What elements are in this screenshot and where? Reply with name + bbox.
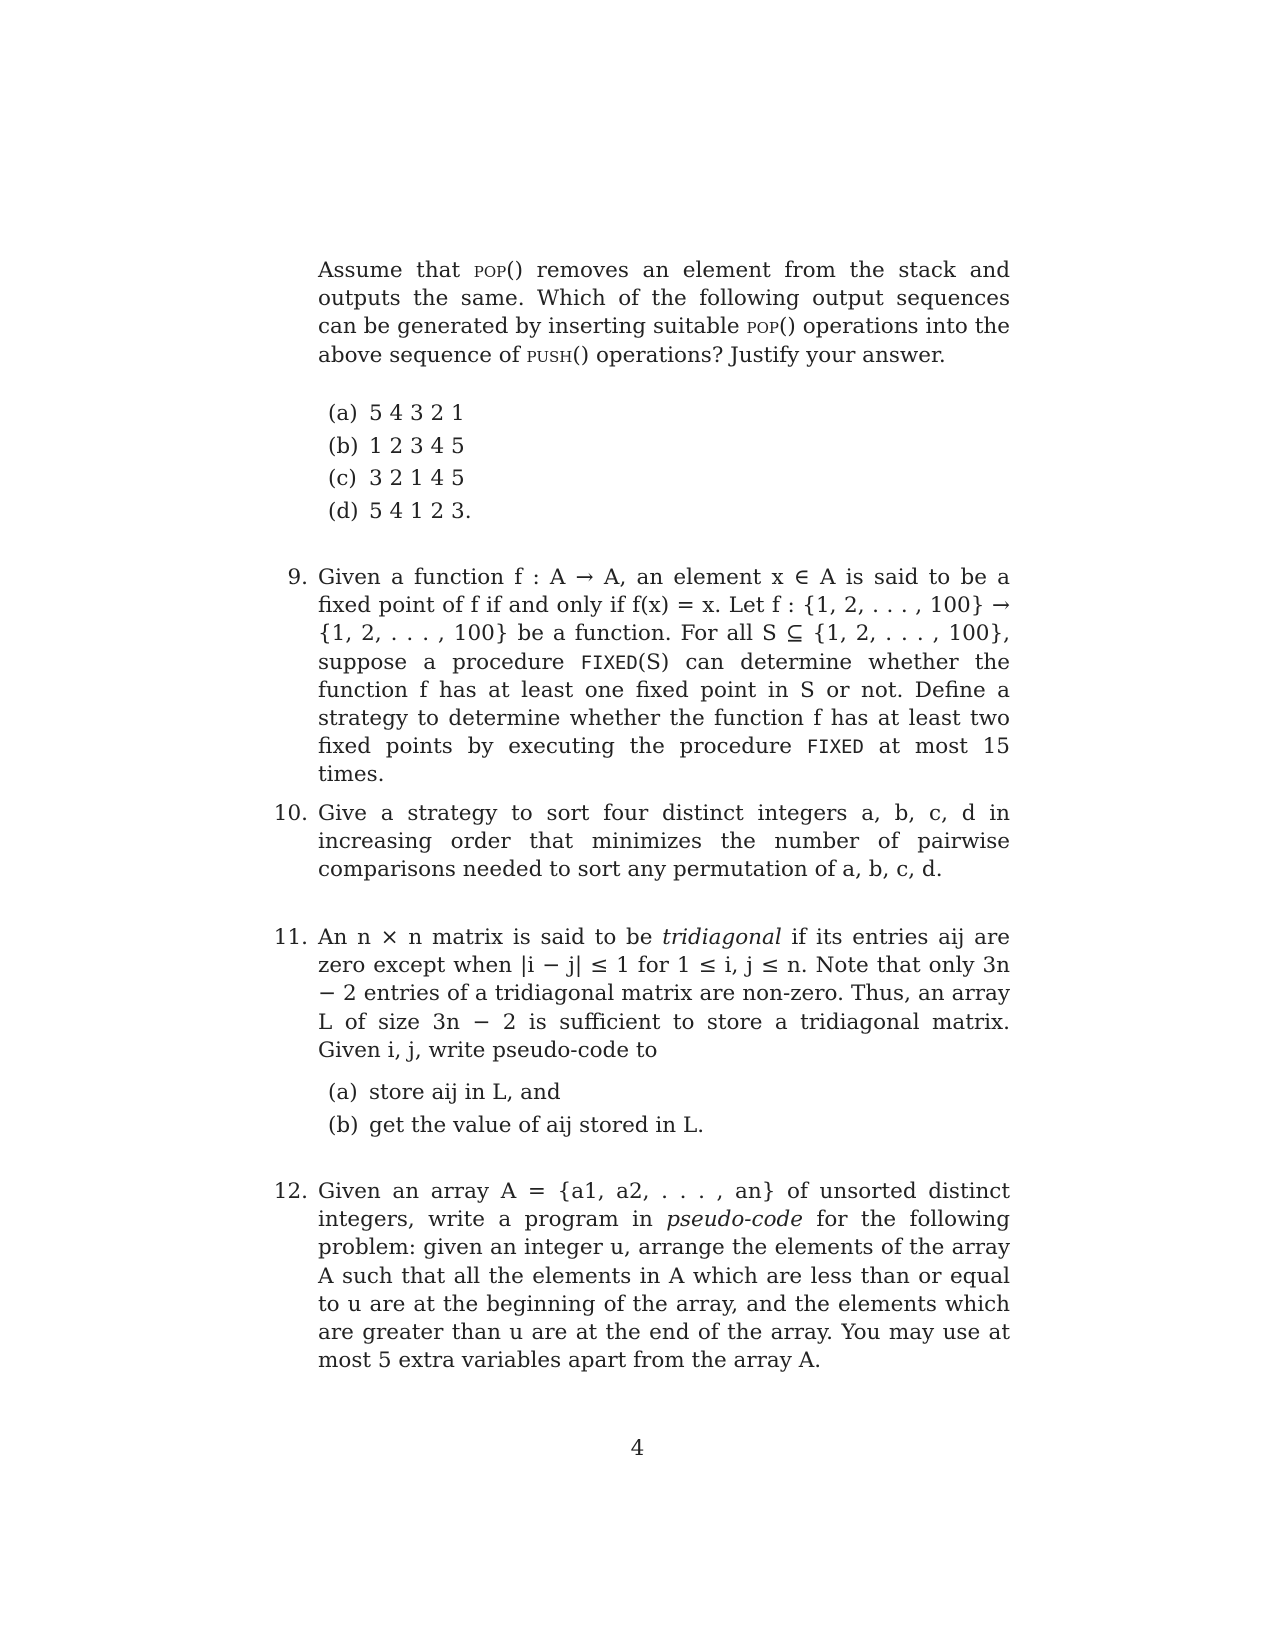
- pop-operation: pop: [473, 258, 507, 283]
- emphasis: tridiagonal: [662, 925, 782, 950]
- intro-options-list: [328, 398, 472, 528]
- pop-operation: pop: [746, 314, 779, 340]
- question-10: 10. Give a strategy to sort four distinct integers a, b, c, d in increasing order that minimizes the number of pairwise comparisons needed to sort any permutation of a, b, c, d.: [273, 801, 1010, 883]
- list-item: (b) get the value of aij stored in L.: [328, 1112, 705, 1138]
- list-item: (c) 3 2 1 4 5: [328, 466, 465, 491]
- question-11-options-list: [328, 1077, 704, 1142]
- question-12: 12. Given an array A = {a1, a2, . . . , an} of unsorted distinct integers, write a program in pseudo-code for the following problem: given an integer u, arrange the elements of the array A such that all the elements in A which are less than or equal to u are at the beginning of the array, and the elements which are greater than u are at the end of the array. You may use at most 5 extra variables apart from the array A.: [273, 1179, 1010, 1374]
- question-9: 9. Given a function f : A → A, an element x ∈ A is said to be a fixed point of f if and only if f(x) = x. Let f : {1, 2, . . . , 100} → {1, 2, . . . , 100} be a function. For all S ⊆ {1, 2, . . . , 100}, suppose a procedure FIXED(S) can determine whether the function f has at least one fixed point in S or not. Define a strategy to determine whether the function f has at least two fixed points by executing the procedure FIXED at most 15 times.: [287, 565, 1010, 788]
- question-number: 9.: [287, 565, 308, 590]
- fixed-procedure: FIXED: [806, 736, 864, 759]
- list-item: (a) 5 4 3 2 1: [328, 401, 465, 426]
- fixed-procedure: FIXED: [580, 651, 638, 674]
- question-number: 11.: [273, 925, 308, 950]
- question-11: 11. An n × n matrix is said to be tridiagonal if its entries aij are zero except when |i − j| ≤ 1 for 1 ≤ i, j ≤ n. Note that only 3n − 2 entries of a tridiagonal matrix are non-zero. Thus, an array L of size 3n − 2 is sufficient to store a tridiagonal matrix. Given i, j, write pseudo-code to: [273, 925, 1011, 1063]
- list-item: (b) 1 2 3 4 5: [328, 433, 465, 459]
- intro-paragraph: Assume that pop() removes an element from the stack and outputs the same. Which of the following output sequences can be generated by inserting suitable pop() operations into the above sequence of push() operations? Justify your answer.: [318, 258, 1011, 368]
- push-operation: push: [526, 342, 573, 368]
- page-number: 4: [630, 1436, 645, 1461]
- question-number: 12.: [273, 1179, 308, 1204]
- emphasis: pseudo-code: [666, 1207, 804, 1233]
- list-item: (d) 5 4 1 2 3.: [328, 498, 472, 524]
- list-item: (a) store aij in L, and: [328, 1080, 561, 1105]
- question-number: 10.: [273, 801, 308, 826]
